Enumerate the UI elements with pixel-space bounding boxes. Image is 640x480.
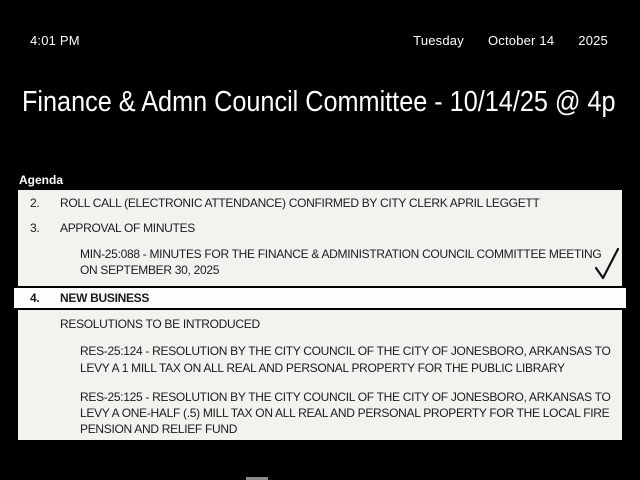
agenda-item-number: 4.	[30, 291, 40, 305]
agenda-item-current-highlight	[12, 286, 628, 310]
agenda-item-text: NEW BUSINESS	[60, 291, 150, 305]
date-label: October 14	[487, 33, 555, 48]
meeting-title: Finance & Admn Council Committee - 10/14/25 @ 4p	[22, 86, 616, 118]
agenda-item-text: RES-25:125 - RESOLUTION BY THE CITY COUNCIL OF THE CITY OF JONESBORO, ARKANSAS TO LEVY A ONE-HALF (.5) MILL TAX ON ALL REAL AND PERSONAL PROPERTY FOR THE LOCAL FIRE PENSION AND RELIEF FUND	[80, 390, 611, 436]
clock-time: 4:01 PM	[30, 33, 80, 48]
weekday-label: Tuesday	[413, 33, 464, 48]
agenda-item-text: ROLL CALL (ELECTRONIC ATTENDANCE) CONFIRMED BY CITY CLERK APRIL LEGGETT	[60, 196, 540, 210]
agenda-item-text: MIN-25:088 - MINUTES FOR THE FINANCE & ADMINISTRATION COUNCIL COMMITTEE MEETING ON SEPTEMBER 30, 2025	[80, 247, 602, 277]
date-bar	[413, 33, 608, 48]
agenda-item-text: RESOLUTIONS TO BE INTRODUCED	[60, 317, 260, 331]
agenda-item-text: RES-25:124 - RESOLUTION BY THE CITY COUNCIL OF THE CITY OF JONESBORO, ARKANSAS TO LEVY A 1 MILL TAX ON ALL REAL AND PERSONAL PROPERTY FOR THE PUBLIC LIBRARY	[80, 344, 611, 375]
agenda-item-number: 3.	[30, 221, 40, 235]
agenda-item-text: APPROVAL OF MINUTES	[60, 221, 195, 235]
agenda-section-label: Agenda	[19, 173, 64, 187]
check-icon	[594, 247, 620, 280]
agenda-panel	[18, 190, 622, 440]
year-label: 2025	[578, 33, 608, 48]
agenda-item-number: 2.	[30, 196, 40, 210]
